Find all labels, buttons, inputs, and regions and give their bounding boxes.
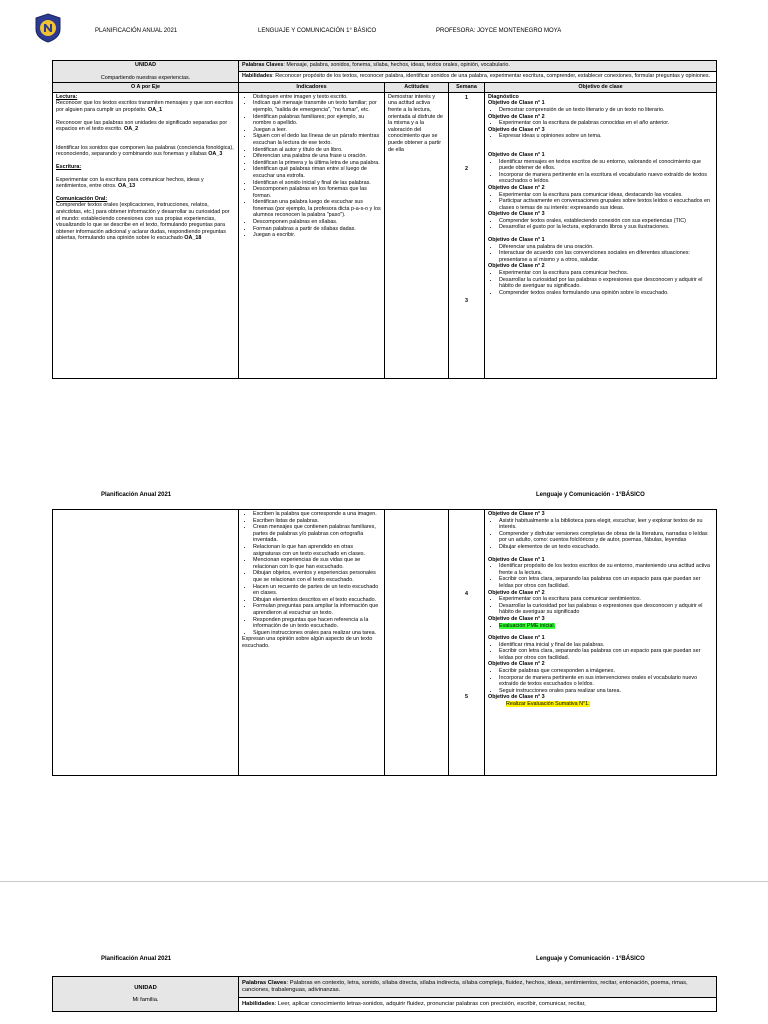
unit-plan-table-next xyxy=(52,976,717,1012)
weeks-cell xyxy=(449,92,485,378)
class-objective-item: • Experimentar con la escritura para comunicar hechos. xyxy=(499,270,713,277)
escritura-label: Escritura: xyxy=(56,163,82,170)
page-separator xyxy=(0,881,768,882)
col-header-week: Semana xyxy=(449,83,485,93)
indicator-item: • Formulan preguntas para ampliar la información que aprendieron al escuchar un texto. xyxy=(253,603,381,616)
class-objective-title: Objetivo de Clase n° 2 xyxy=(488,113,545,120)
key-words-text: : Mensaje, palabra, sonidos, fonema, sílaba, hechos, ideas, textos orales, opinión, vocabulario. xyxy=(283,62,510,68)
class-objective-title: Objetivo de Clase n° 1 xyxy=(488,100,545,107)
page-2 xyxy=(0,480,768,875)
oral-oa18-text: Comprender textos orales (explicaciones, instrucciones, relatos, anécdotas, etc.) para obtener información y desarrollar su curiosidad por el mundo: estableciendo conexiones con sus propias experiencias, visualizando lo que se describe en el texto, formulando preguntas para obtener información adicional y aclarar dudas, respondiendo preguntas abiertas, formulando una opinión sobre lo escuchado xyxy=(56,202,230,242)
class-objective-title: Objetivo de Clase n° 1 xyxy=(488,635,545,642)
unit-cell xyxy=(53,977,239,1012)
indicator-item: • Distinguen entre imagen y texto escrito. xyxy=(253,94,381,101)
oa3-code: OA_3 xyxy=(208,151,223,158)
key-words-label: Palabras Claves xyxy=(242,980,287,986)
key-words-cell xyxy=(239,61,717,72)
indicator-item: • Diferencian una palabra de una frase u oración. xyxy=(253,153,381,160)
indicators-cell xyxy=(239,92,385,378)
indicator-item: • Dibujan elementos descritos en el texto escuchado. xyxy=(253,597,381,604)
class-objective-title: Objetivo de Clase n° 3 xyxy=(488,694,545,701)
oa1-code: OA_1 xyxy=(148,106,163,113)
class-objective-item: • Experimentar con la escritura para comunicar sentimientos. xyxy=(499,596,713,603)
unit-label: UNIDAD xyxy=(134,984,157,991)
lectura-oa1-text: Reconocer que los textos escritos transmiten mensajes y que son escritos por alguien para cumplir un propósito. xyxy=(56,100,234,113)
class-objective-title: Objetivo de Clase n° 3 xyxy=(488,615,545,622)
indicator-item: • Identifican una palabra luego de escuchar sus fonemas (por ejemplo, la profesora dicta p-a-s-o y los alumnos reconocen la palabra "paso"). xyxy=(253,199,381,219)
week-number: 4 xyxy=(465,591,468,597)
page2-header-left: Planificación Anual 2021 xyxy=(101,492,172,498)
class-objective-item: • Expresar ideas u opiniones sobre un tema. xyxy=(499,133,713,140)
unit-cell xyxy=(53,61,239,83)
class-objective-item: • Comprender textos orales, estableciendo conexión con sus experiencias (TIC) xyxy=(499,218,713,225)
class-objective-item xyxy=(499,623,713,630)
indicator-item: • Siguen instrucciones orales para realizar una tarea. xyxy=(253,630,381,637)
indicator-item: • Hacen un recuento de partes de un texto escuchado en clases. xyxy=(253,584,381,597)
class-objective-title: Objetivo de Clase n° 3 xyxy=(488,211,545,218)
indicator-item: • Identifican la primera y la última letra de una palabra. xyxy=(253,160,381,167)
class-objective-item: • Interactuar de acuerdo con las convenciones sociales en diferentes situaciones: presentarse a sí mismo y a otros, saludar. xyxy=(499,250,713,263)
unit-label: UNIDAD xyxy=(135,62,156,68)
indicator-item: • Responden preguntas que hacen referencia a la información de un texto escuchado. xyxy=(253,617,381,630)
indicator-item: • Identifican qué palabras riman entre sí luego de escuchar una estrofa. xyxy=(253,166,381,179)
class-objective-item: • Desarrollar el gusto por la lectura, explorando libros y sus ilustraciones. xyxy=(499,224,713,231)
page-1 xyxy=(0,0,768,470)
class-objective-title: Objetivo de Clase n° 3 xyxy=(488,511,545,517)
class-objective-item: • Incorporar de manera pertinente en la escritura el vocabulario nuevo extraído de textos escuchados o leídos. xyxy=(499,172,713,185)
pme-evaluation-highlight: Evaluación PME inicial. xyxy=(499,622,556,629)
col-header-indicators: Indicadores xyxy=(239,83,385,93)
oa13-code: OA_13 xyxy=(118,183,136,190)
unit-plan-table xyxy=(52,60,717,379)
indicator-item: • Indican qué mensaje transmite un texto familiar; por ejemplo, "salida de emergencia", "no fumar", etc. xyxy=(253,100,381,113)
week-number: 3 xyxy=(465,297,468,304)
skills-label: Habilidades xyxy=(242,1001,275,1007)
escritura-oa13-text: Experimentar con la escritura para comunicar hechos, ideas y sentimientos, entre otros. xyxy=(56,176,204,190)
oa-cell-continued xyxy=(53,510,239,776)
class-objective-item: • Escribir con letra clara, separando las palabras con un espacio para que puedan ser leídas por otros con facilidad. xyxy=(499,576,713,589)
indicator-extra: Expresan una opinión sobre algún aspecto de un texto escuchado. xyxy=(242,636,373,649)
class-objective-item: • Experimentar con la escritura de palabras conocidas en el año anterior. xyxy=(499,120,713,127)
indicator-item: • Dibujan objetos, eventos y experiencias personales que se relacionan con el texto escuchado. xyxy=(253,570,381,583)
indicator-item: • Escriben listas de palabras. xyxy=(253,518,381,525)
class-objective-item: • Identificar rima inicial y final de las palabras. xyxy=(499,642,713,649)
school-logo-icon xyxy=(34,13,62,43)
col-header-objective: Objetivo de clase xyxy=(485,83,717,93)
objectives-cell-continued xyxy=(485,510,717,776)
class-objective-item: • Comprender y disfrutar versiones completas de obras de la literatura, narradas o leídas por un adulto, como: cuentos folclóricos y de autor, poemas, fábulas, leyendas xyxy=(499,531,713,544)
class-objective-title: Objetivo de Clase n° 3 xyxy=(488,126,545,133)
skills-text: : Leer, aplicar conocimiento letras-sonidos, adquirir fluidez, pronunciar palabras con precisión, escribir, comunicar, recitar, xyxy=(274,1001,586,1007)
class-objective-item: • Escribir palabras que corresponden a imágenes. xyxy=(499,668,713,675)
indicator-item: • Identifican el sonido inicial y final de las palabras. xyxy=(253,180,381,187)
skills-cell xyxy=(239,72,717,83)
week-number: 1 xyxy=(465,94,468,101)
indicator-item: • Escriben la palabra que corresponde a una imagen. xyxy=(253,511,381,518)
class-objective-item: • Identificar propósito de los textos escritos de su entorno, manteniendo una actitud activa frente a la lectura. xyxy=(499,563,713,576)
indicator-item: • Juegan a escribir. xyxy=(253,232,381,239)
page2-header-right: Lenguaje y Comunicación - 1°BÁSICO xyxy=(536,492,645,498)
indicator-item: • Forman palabras a partir de sílabas dadas. xyxy=(253,226,381,233)
header-subject: LENGUAJE Y COMUNICACIÓN 1° BÁSICO xyxy=(258,28,377,34)
oa-cell xyxy=(53,92,239,378)
class-objective-item: • Participar activamente en conversaciones grupales sobre textos leídos o escuchados en clases o temas de su interés: expresando sus ideas. xyxy=(499,198,713,211)
attitudes-cell: Demostrar interés y una actitud activa frente a la lectura, orientada al disfrute de la misma y a la valoración del conocimiento que se puede obtener a partir de ella xyxy=(385,92,449,378)
summative-evaluation-highlight: Realizar Evaluación Sumativa N°1. xyxy=(506,701,590,708)
class-objective-item: • Seguir instrucciones orales para realizar una tarea. xyxy=(499,688,713,695)
lectura-label: Lectura: xyxy=(56,93,78,100)
skills-text: : Reconocer propósito de los textos, reconocer palabra, identificar sonidos de una palabra, experimentar escritura, comprender, establecer conexiones, formular preguntas y opiniones. xyxy=(272,73,711,80)
indicator-item: • Crean mensajes que contienen palabras familiares, partes de palabras y/o palabras con ortografía inventada. xyxy=(253,524,381,544)
lectura-oa3-text: Identificar los sonidos que componen las palabras (conciencia fonológica), reconociendo, separando y combinando sus fonemas y sílabas xyxy=(56,144,234,158)
col-header-attitudes: Actitudes xyxy=(385,83,449,93)
class-objective-title: Objetivo de Clase n° 2 xyxy=(488,589,545,596)
class-objective-title: Objetivo de Clase n° 1 xyxy=(488,151,545,158)
class-objective-item: • Dibujar elementos de un texto escuchado. xyxy=(499,544,713,551)
page3-header-left: Planificación Anual 2021 xyxy=(101,956,172,962)
class-objective-item: • Desarrollar la curiosidad por las palabras o expresiones que desconocen y adquirir el hábito de averiguar su significado xyxy=(499,603,713,616)
class-objective-item: • Escribir con letra clara, separando las palabras con un espacio para que puedan ser leídas por otros con facilidad. xyxy=(499,648,713,661)
objectives-cell xyxy=(485,92,717,378)
indicator-item: • Siguen con el dedo las líneas de un párrafo mientras escuchan la lectura de ese texto. xyxy=(253,133,381,146)
class-objective-item: • Asistir habitualmente a la biblioteca para elegir, escuchar, leer y explorar textos de su interés. xyxy=(499,518,713,531)
key-words-label: Palabras Claves xyxy=(242,62,284,68)
lectura-oa2-text: Reconocer que las palabras son unidades de significado separadas por espacios en el texto escrito. xyxy=(56,119,228,133)
indicators-cell-continued xyxy=(239,510,385,776)
header-teacher: PROFESORA: JOYCE MONTENEGRO MOYA xyxy=(436,28,562,34)
class-objective-title: Objetivo de Clase n° 1 xyxy=(488,237,545,244)
class-objective-title: Objetivo de Clase n° 2 xyxy=(488,661,545,668)
indicator-item: • Juegan a leer. xyxy=(253,127,381,134)
page3-header-right: Lenguaje y Comunicación - 1°BÁSICO xyxy=(536,956,645,962)
class-objective-item: • Identificar mensajes en textos escritos de su entorno, valorando el conocimiento que puede obtener de ellos. xyxy=(499,159,713,172)
class-objective-title: Objetivo de Clase n° 2 xyxy=(488,184,545,191)
class-objective-item: • Desarrollar la curiosidad por las palabras o expresiones que desconocen y adquirir el hábito de averiguar su significado. xyxy=(499,277,713,290)
attitudes-cell-continued xyxy=(385,510,449,776)
key-words-cell xyxy=(239,977,717,998)
class-objective-item: • Demostrar comprensión de un texto literario y de un texto no literario. xyxy=(499,107,713,114)
class-objective-item: • Experimentar con la escritura para comunicar ideas, destacando las vocales. xyxy=(499,192,713,199)
unit-name: Mi familia. xyxy=(132,996,159,1003)
skills-label: Habilidades xyxy=(242,73,273,80)
unit-name: Compartiendo nuestras experiencias. xyxy=(100,74,191,81)
oa2-code: OA_2 xyxy=(124,126,139,133)
week-number: 2 xyxy=(465,165,468,172)
class-objective-title: Objetivo de Clase n° 2 xyxy=(488,263,545,270)
class-objective-item: • Comprender textos orales formulando una opinión sobre lo escuchado. xyxy=(499,290,713,297)
oa18-code: OA_18 xyxy=(184,235,202,242)
week-number: 5 xyxy=(465,694,468,700)
indicator-item: • Identifican palabras familiares; por ejemplo, su nombre o apellido. xyxy=(253,114,381,127)
page-3 xyxy=(0,940,768,1024)
indicator-item: • Mencionan experiencias de sus vidas que se relacionan con lo que han escuchado. xyxy=(253,557,381,570)
class-objective-item: • Incorporar de manera pertinente en sus intervenciones orales el vocabulario nuevo extraído de textos escuchados o leídos. xyxy=(499,675,713,688)
unit-plan-table-continued xyxy=(52,509,717,776)
indicator-item: • Descomponen palabras en los fonemas que las forman. xyxy=(253,186,381,199)
weeks-cell-continued xyxy=(449,510,485,776)
class-objective-title: Objetivo de Clase n° 1 xyxy=(488,556,545,563)
indicator-item: • Identifican al autor y título de un libro. xyxy=(253,147,381,154)
oral-label: Comunicación Oral: xyxy=(56,195,108,202)
class-objective-item: • Diferenciar una palabra de una oración. xyxy=(499,244,713,251)
indicator-item: • Descomponen palabras en sílabas. xyxy=(253,219,381,226)
col-header-oa: O A por Eje xyxy=(53,83,239,93)
skills-cell xyxy=(239,998,717,1012)
diagnostic-label: Diagnóstico xyxy=(488,93,519,100)
indicator-item: • Relacionan lo que han aprendido en otras asignaturas con un texto escuchado en clases. xyxy=(253,544,381,557)
header-planning: PLANIFICACIÓN ANUAL 2021 xyxy=(95,28,178,34)
key-words-text: : Palabras en contexto, letra, sonido, sílaba directa, sílaba indirecta, sílaba compleja, fluidez, hechos, ideas, sentimientos, recitar, entonación, poema, rimas, canciones, trabalenguas, adivinanzas. xyxy=(242,980,688,993)
